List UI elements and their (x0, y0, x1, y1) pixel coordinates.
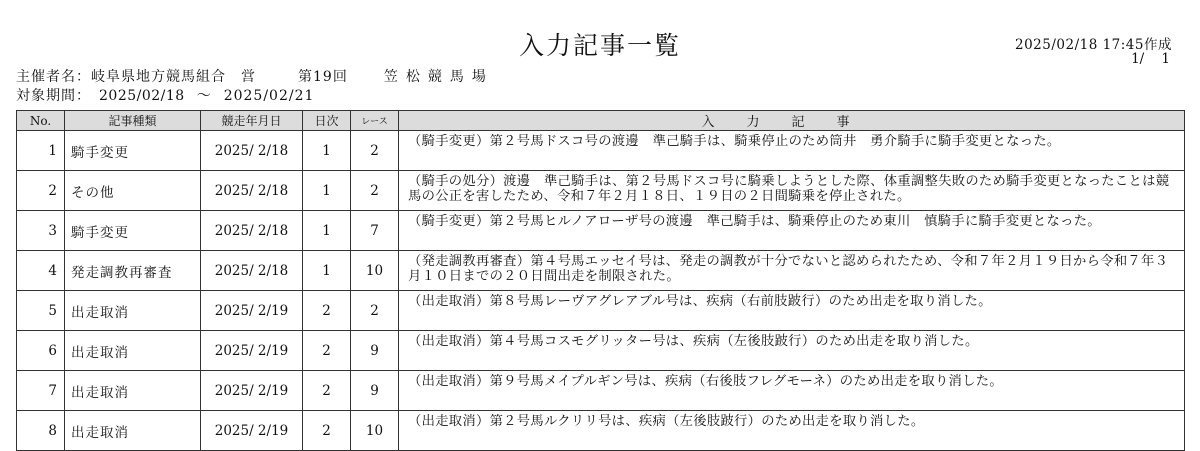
table-row (17, 251, 1185, 291)
header-no: No. (17, 111, 65, 131)
row-no: 4 (17, 251, 65, 291)
row-race: 10 (351, 251, 399, 291)
row-date: 2025/ 2/18 (201, 211, 303, 251)
organizer-line (16, 66, 494, 86)
row-race: 10 (351, 411, 399, 451)
row-text: （出走取消）第４号馬コスモグリッター号は、疾病（左後肢跛行）のため出走を取り消した。 (399, 331, 1185, 371)
row-day: 2 (303, 291, 351, 331)
row-no: 5 (17, 291, 65, 331)
row-text: （騎手の処分）渡邊 準己騎手は、第２号馬ドスコ号に騎乗しようとした際、体重調整失敗のため騎手変更となったことは競馬の公正を害したため、令和７年２月１８日、１９日の２日間騎乗を停止された。 (399, 171, 1185, 211)
row-race: 7 (351, 211, 399, 251)
row-date: 2025/ 2/18 (201, 171, 303, 211)
table-row (17, 371, 1185, 411)
period-from: 2025/02/18 (99, 88, 185, 104)
table-row (17, 331, 1185, 371)
page-number: 1/ 1 (1131, 51, 1170, 67)
row-kind: その他 (65, 171, 201, 211)
period-line (16, 85, 314, 105)
organizer-name: 岐阜県地方競馬組合 営 (91, 69, 256, 85)
header-date: 競走年月日 (201, 111, 303, 131)
period-to: 2025/02/21 (223, 88, 315, 104)
table-row (17, 171, 1185, 211)
row-no: 3 (17, 211, 65, 251)
row-race: 2 (351, 291, 399, 331)
row-day: 2 (303, 411, 351, 451)
meeting-round: 第19回 (298, 69, 348, 85)
row-date: 2025/ 2/19 (201, 291, 303, 331)
row-no: 7 (17, 371, 65, 411)
organizer-label: 主催者名： (16, 69, 91, 85)
row-kind: 出走取消 (65, 291, 201, 331)
row-race: 9 (351, 331, 399, 371)
header-kind: 記事種類 (65, 111, 201, 131)
row-no: 6 (17, 331, 65, 371)
row-no: 8 (17, 411, 65, 451)
row-kind: 騎手変更 (65, 131, 201, 171)
period-separator: ～ (196, 88, 212, 104)
table-row (17, 211, 1185, 251)
table-row (17, 411, 1185, 451)
created-timestamp: 2025/02/18 17:45作成 (1014, 37, 1172, 53)
row-date: 2025/ 2/19 (201, 371, 303, 411)
row-date: 2025/ 2/19 (201, 331, 303, 371)
row-kind: 発走調教再審査 (65, 251, 201, 291)
row-day: 2 (303, 331, 351, 371)
row-text: （騎手変更）第２号馬ヒルノアローザ号の渡邊 準己騎手は、騎乗停止のため東川 慎騎手に騎手変更となった。 (399, 211, 1185, 251)
row-day: 1 (303, 131, 351, 171)
row-race: 2 (351, 131, 399, 171)
row-race: 2 (351, 171, 399, 211)
row-day: 1 (303, 171, 351, 211)
row-day: 1 (303, 251, 351, 291)
table-row (17, 131, 1185, 171)
header-day: 日次 (303, 111, 351, 131)
row-race: 9 (351, 371, 399, 411)
table-header-row (17, 111, 1185, 131)
row-no: 2 (17, 171, 65, 211)
row-kind: 出走取消 (65, 371, 201, 411)
period-label: 対象期間： (16, 88, 91, 104)
row-date: 2025/ 2/19 (201, 411, 303, 451)
row-kind: 出走取消 (65, 331, 201, 371)
row-text: （出走取消）第８号馬レーヴアグレアブル号は、疾病（右前肢跛行）のため出走を取り消した。 (399, 291, 1185, 331)
row-date: 2025/ 2/18 (201, 251, 303, 291)
row-text: （出走取消）第２号馬ルクリリ号は、疾病（左後肢跛行）のため出走を取り消した。 (399, 411, 1185, 451)
row-day: 1 (303, 211, 351, 251)
row-text: （出走取消）第９号馬メイプルギン号は、疾病（右後肢フレグモーネ）のため出走を取り消した。 (399, 371, 1185, 411)
venue-name: 笠松競馬場 (383, 69, 494, 85)
row-text: （発走調教再審査）第４号馬エッセイ号は、発走の調教が十分でないと認められたため、令和７年２月１９日から令和７年３月１０日までの２０日間出走を制限された。 (399, 251, 1185, 291)
article-table (16, 110, 1185, 451)
header-race: レース (351, 111, 399, 131)
header-text: 入力記事 (399, 111, 1185, 131)
row-kind: 騎手変更 (65, 211, 201, 251)
page-title: 入力記事一覧 (518, 31, 681, 60)
row-date: 2025/ 2/18 (201, 131, 303, 171)
row-day: 2 (303, 371, 351, 411)
table-row (17, 291, 1185, 331)
row-no: 1 (17, 131, 65, 171)
row-kind: 出走取消 (65, 411, 201, 451)
row-text: （騎手変更）第２号馬ドスコ号の渡邊 準己騎手は、騎乗停止のため筒井 勇介騎手に騎手変更となった。 (399, 131, 1185, 171)
